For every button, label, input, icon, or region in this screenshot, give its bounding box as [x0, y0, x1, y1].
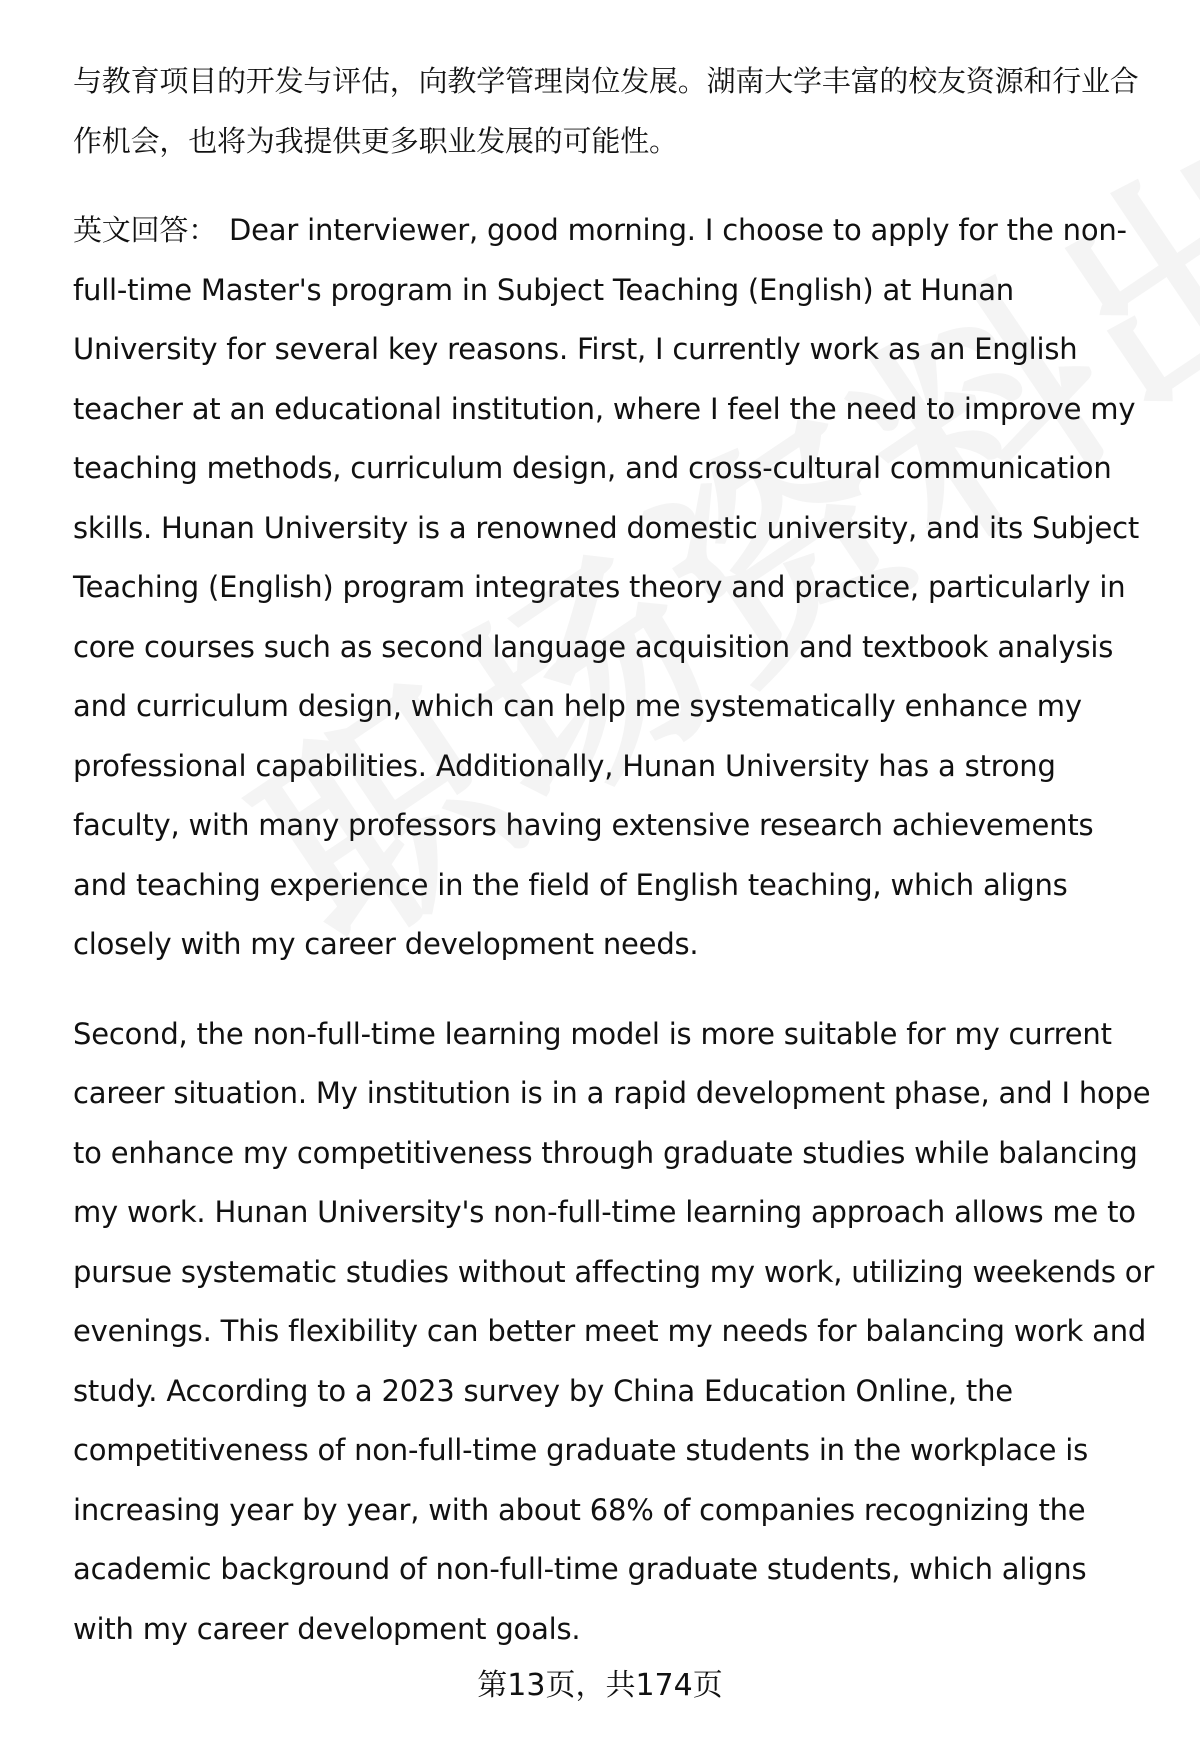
page-number-footer: 第13页，共174页 [477, 1668, 723, 1703]
paragraph-text: Dear interviewer, good morning. I choose to apply for the non-full-time Master's program in Subject Teaching (English) at Hunan University for several key reasons. First, I currently work as an English teacher at an educational institution, where I feel the need to improve my teaching methods, curriculum design, and cross-cultural communication skills. Hunan University is a renowned domestic university, and its Subject Teaching (English) program integrates theory and practice, particularly in core courses such as second language acquisition and textbook analysis and curriculum design, which can help me systematically enhance my professional capabilities. Additionally, Hunan University has a strong faculty, with many professors having extensive research achievements and teaching experience in the field of English teaching, which aligns closely with my career development needs. [73, 213, 1140, 961]
paragraph-english-answer [73, 201, 1155, 975]
paragraph-text: Second, the non-full-time learning model is more suitable for my current career situation. My institution is in a rapid development phase, and I hope to enhance my competitiveness through graduate studies while balancing my work. Hunan University's non-full-time learning approach allows me to pursue systematic studies without affecting my work, utilizing weekends or evenings. This flexibility can better meet my needs for balancing work and study. According to a 2023 survey by China Education Online, the competitiveness of non-full-time graduate students in the workplace is increasing year by year, with about 68% of companies recognizing the academic background of non-full-time graduate students, which aligns with my career development goals. [73, 1016, 1155, 1646]
paragraph-text: 与教育项目的开发与评估，向教学管理岗位发展。湖南大学丰富的校友资源和行业合作机会，也将为我提供更多职业发展的可能性。 [73, 64, 1139, 158]
document-body [73, 52, 1155, 1659]
answer-label: 英文回答： [73, 213, 218, 247]
paragraph-second-reason [73, 1005, 1155, 1660]
paragraph-chinese-continuation [73, 52, 1155, 171]
